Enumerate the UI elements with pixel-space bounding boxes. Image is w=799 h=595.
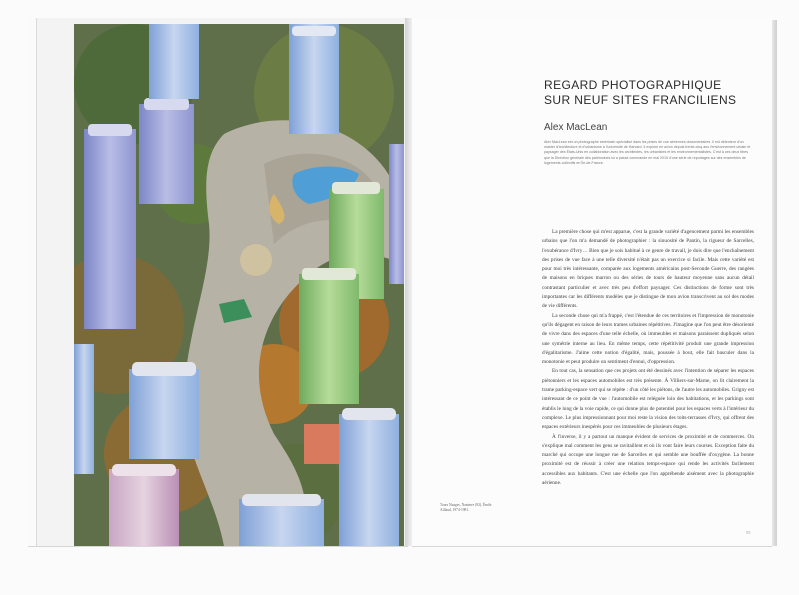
paragraph: À l'inverse, il y a partout un manque évident de services de proximité et de commerces. On s'explique mal comment les gens se ravitaillent et où ils vont faire leurs courses. Exception faite du marché qui occupe une longue rue de Sarcelles et qui semble une bouffée d'oxygène. La bonne proximité est de réussir à créer une relation temps-espace qui rende les activités facilement accessibles aux habitants. C'est une échelle que l'on appréhende aisément avec la photographie aérienne. <box>542 433 754 487</box>
paragraph: La première chose qui m'est apparue, c'est la grande variété d'agencement parmi les ensembles urbains que l'on m'a demandé de photographier : la sinuosité de Pantin, la rigueur de Sarcelles, l'exubérance d'Ivry… Bien que je sois habitué à ce genre de travail, je dois dire que l'enchaînement des prises de vue face à une telle diversité n'était pas un exercice si facile. Mais cette variété est pour moi très intéressante, comparée aux logements américains post-Seconde Guerre, des rangées de maisons en briques marron ou des séries de tours de hauteur moyenne sans aucun détail contrastant particulier et avec très peu d'effort paysager. Ces distinctions de forme sont très importantes car les différents modèles que je distingue de mon avion transcrivent au sol des modes de vie différents. <box>542 229 754 310</box>
paragraph: En tout cas, la sensation que ces projets ont été dessinés avec l'intention de séparer les espaces piétonniers et les espaces automobiles est très présente. À Villiers-sur-Marne, on lit clairement la trame parking-espace vert qui se répète : d'un côté les piétons, de l'autre les automobiles. Grigny est intéressant de ce point de vue : l'automobile est reléguée loin des habitations, et les parkings sont établis le long de la voie rapide, ce qui donne plus de potentiel pour les espaces verts à l'intérieur du complexe. Le plus impressionnant pour moi reste la vision des toits-terrasses d'Ivry, qui offrent des espaces extérieurs inespérés pour ces immeubles de plusieurs étages. <box>542 368 754 431</box>
right-page <box>412 18 772 547</box>
author-name: Alex MacLean <box>544 122 608 133</box>
page-title <box>544 78 736 108</box>
left-page <box>28 18 408 547</box>
photo-caption: Tours Nuages, Nanterre (92), Émile Aillaud, 1974-1981. <box>440 503 492 513</box>
page-edge <box>28 18 37 546</box>
aerial-photograph <box>74 24 404 546</box>
author-bio: Alex MacLean est un photographe américain spécialisé dans les prises de vue aériennes documentaires. Il est détenteur d'un master d'architecture et d'urbanisme à l'université de Harvard. Il explore en avion depuis trente-cinq ans l'environnement urbain et paysager des États-Unis en collaboration avec les architectes, les urbanistes et les environnementalistes. C'est à ces deux titres que la Direction générale des patrimoines lui a passé commande en mai 2015 d'une série de reportages sur des ensembles de logements collectifs en Île-de-France. <box>544 140 751 165</box>
page-number: 55 <box>746 530 751 535</box>
page-edge-right <box>772 20 777 546</box>
title-line-1: REGARD PHOTOGRAPHIQUE <box>544 78 722 92</box>
essay-text <box>542 228 754 488</box>
title-line-2: SUR NEUF SITES FRANCILIENS <box>544 93 737 107</box>
paragraph: La seconde chose qui m'a frappé, c'est l'étendue de ces territoires et l'impression de monotonie qu'ils dégagent en raison de leurs trames urbaines répétitives. J'imagine que l'on peut être désorienté de vivre dans des espaces d'une telle échelle, où immeubles et maisons paraissent dupliqués selon une symétrie interne au lieu. En même temps, cette répétitivité produit une grande impression d'égalitarisme. J'aime cette notion d'égalité, mais, poussée à bout, elle fait basculer dans la monotonie et peut produire un sentiment d'ennui, d'oppression. <box>542 312 754 366</box>
open-book <box>28 18 778 548</box>
